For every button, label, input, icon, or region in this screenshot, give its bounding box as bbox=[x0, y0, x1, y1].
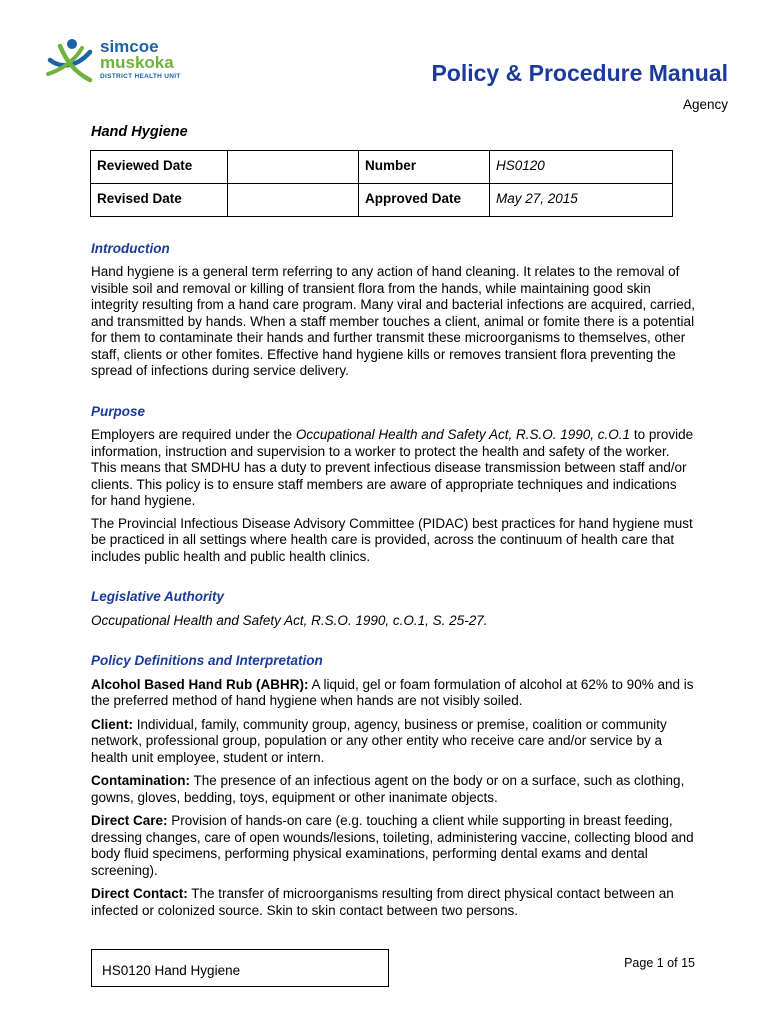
definition-term: Direct Contact: bbox=[91, 886, 188, 901]
logo-text-muskoka: muskoka bbox=[100, 53, 174, 72]
definition-term: Direct Care: bbox=[91, 813, 168, 828]
manual-title: Policy & Procedure Manual bbox=[431, 60, 728, 86]
purpose-paragraph-1 bbox=[91, 427, 696, 510]
definition-item bbox=[91, 717, 696, 767]
metadata-table bbox=[90, 150, 673, 217]
approved-date-label: Approved Date bbox=[359, 183, 490, 216]
document-title: Hand Hygiene bbox=[91, 124, 188, 140]
purpose-paragraph-2: The Provincial Infectious Disease Advisory Committee (PIDAC) best practices for hand hygiene must be practiced in all settings where health care is provided, across the continuum of health care that includes public health and public health clinics. bbox=[91, 515, 693, 564]
introduction-heading: Introduction bbox=[91, 240, 170, 256]
definition-item bbox=[91, 813, 696, 879]
agency-label: Agency bbox=[682, 97, 728, 112]
revised-date-value bbox=[228, 183, 359, 216]
table-row bbox=[91, 150, 673, 183]
approved-date-value: May 27, 2015 bbox=[490, 183, 673, 216]
definition-text: Individual, family, community group, agency, business or premise, coalition or community network, professional group, population or any other entity who receive care and/or service by a health unit employee, student or intern. bbox=[91, 716, 667, 765]
purpose-heading: Purpose bbox=[91, 403, 146, 419]
definition-text: The transfer of microorganisms resulting from direct physical contact between an infected or colonized source. Skin to skin contact between two persons. bbox=[91, 886, 674, 918]
purpose-text-end: to provide information, instruction and supervision to a worker to protect the health and safety of the worker. This means that SMDHU has a duty to prevent infectious disease transmission between staff and/or clients. This policy is to ensure staff members are aware of appropriate techniques and indications for hand hygiene. bbox=[91, 427, 694, 508]
logo-text-simcoe: simcoe bbox=[100, 37, 159, 56]
number-label: Number bbox=[359, 150, 490, 183]
introduction-text: Hand hygiene is a general term referring to any action of hand cleaning. It relates to the removal of visible soil and removal or killing of transient flora from the hands, while maintaining good skin integrity resulting from a hand care program. Many viral and bacterial infections are acquired, carried, and transmitted by hands. When a staff member touches a client, animal or fomite there is a potential for them to contaminate their hands and further transmit these microorganisms to themselves, other staff, clients or other fomites. Effective hand hygiene kills or removes transient flora preventing the spread of infections during service delivery. bbox=[91, 264, 696, 378]
definitions-list bbox=[91, 677, 696, 920]
definition-item bbox=[91, 773, 696, 806]
purpose-text-start: Employers are required under the bbox=[91, 427, 296, 442]
document-body bbox=[91, 124, 696, 926]
table-row bbox=[91, 183, 673, 216]
organization-logo bbox=[46, 38, 226, 88]
legislative-heading: Legislative Authority bbox=[91, 589, 225, 604]
definition-term: Client: bbox=[91, 716, 133, 732]
definition-text: Provision of hands-on care (e.g. touching a client while supporting in breast feeding, dressing changes, care of open wounds/lesions, toileting, administering vaccine, collecting blood and body fluid specimens, performing physical examinations, performing dental exams and dental screening). bbox=[91, 813, 694, 878]
number-value: HS0120 bbox=[490, 150, 673, 183]
reviewed-date-label: Reviewed Date bbox=[91, 150, 228, 183]
definitions-heading: Policy Definitions and Interpretation bbox=[91, 653, 323, 668]
definition-term: Alcohol Based Hand Rub (ABHR): bbox=[91, 676, 309, 692]
definition-term: Contamination: bbox=[91, 773, 190, 788]
definition-text: A liquid, gel or foam formulation of alcohol at 62% to 90% and is the preferred method of hand hygiene when hands are not visibly soiled. bbox=[91, 676, 694, 708]
people-logo-icon bbox=[46, 38, 96, 86]
footer-document-reference: HS0120 Hand Hygiene bbox=[91, 949, 389, 987]
definition-item bbox=[91, 886, 696, 919]
act-citation: Occupational Health and Safety Act, R.S.O. 1990, c.O.1 bbox=[295, 427, 631, 442]
reviewed-date-value bbox=[228, 150, 359, 183]
legislative-text: Occupational Health and Safety Act, R.S.O. 1990, c.O.1, S. 25-27. bbox=[91, 612, 488, 628]
definition-item bbox=[91, 677, 696, 710]
definition-text: The presence of an infectious agent on the body or on a surface, such as clothing, gowns, gloves, bedding, toys, equipment or other inanimate objects. bbox=[91, 773, 685, 805]
logo-subtitle: DISTRICT HEALTH UNIT bbox=[100, 73, 181, 80]
revised-date-label: Revised Date bbox=[91, 183, 228, 216]
page-number: Page 1 of 15 bbox=[624, 956, 695, 970]
